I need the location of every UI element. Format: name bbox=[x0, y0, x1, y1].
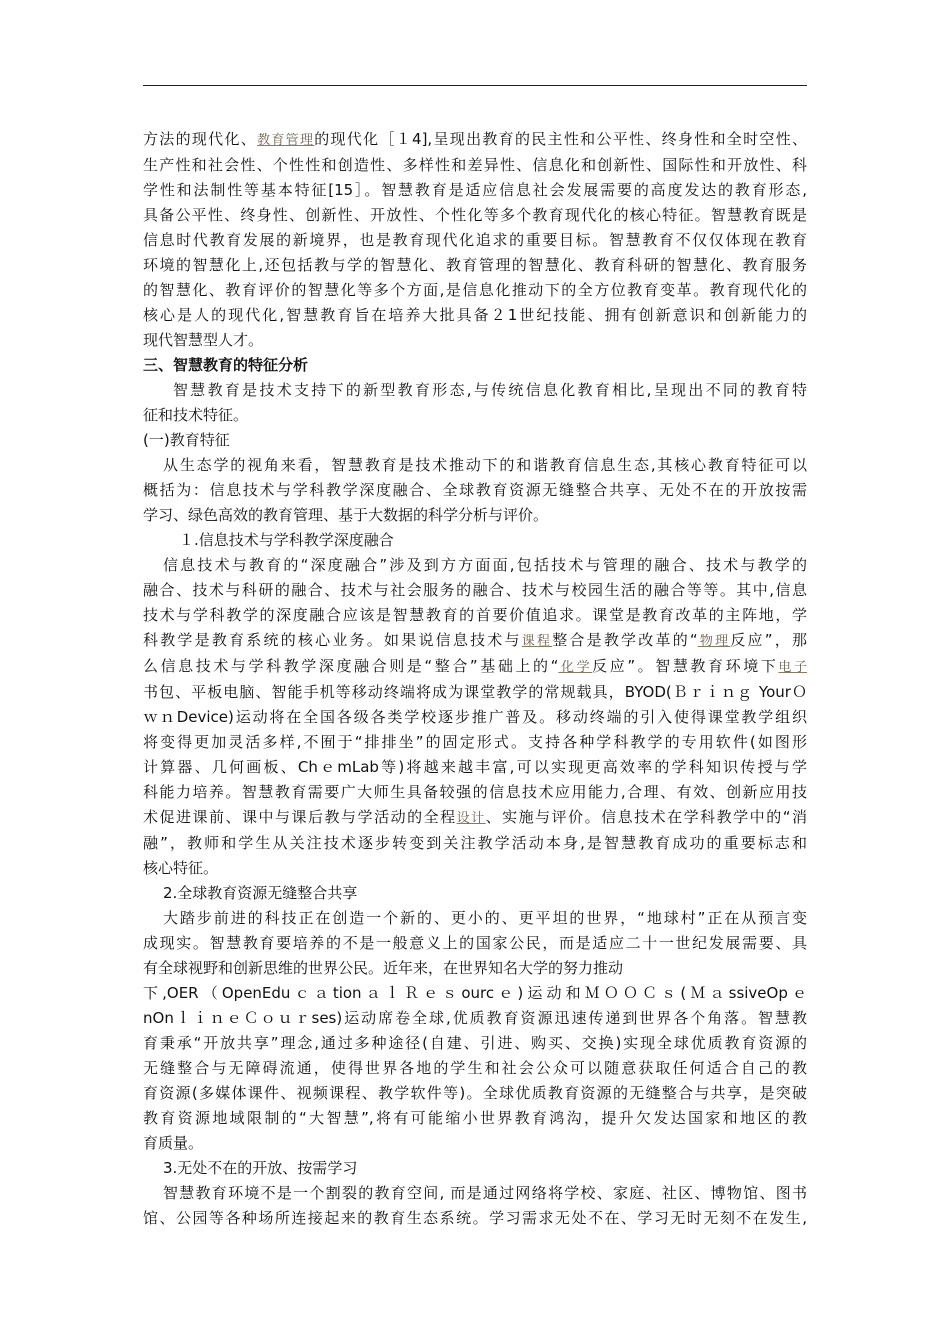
link-curriculum[interactable]: 课程 bbox=[521, 634, 553, 649]
document-body bbox=[143, 127, 807, 1231]
item-heading: 2.全球教育资源无缝整合共享 bbox=[163, 884, 358, 902]
text-line: 具备公平性、终身性、创新性、开放性、个性化等多个教育现代化的核心特征。智慧教育既是 bbox=[143, 206, 807, 224]
text-line: 智慧教育环境不是一个割裂的教育空间, 而是通过网络将学校、家庭、社区、博物馆、图书 bbox=[163, 1184, 807, 1202]
text-line: 科能力培养。智慧教育需要广大师生具备较强的信息技术应用能力,合理、有效、创新应用技 bbox=[143, 783, 807, 801]
section-heading: 三、智慧教育的特征分析 bbox=[143, 356, 309, 374]
text-line: 核心是人的现代化,智慧教育旨在培养大批具备２1世纪技能、拥有创新意识和创新能力的 bbox=[143, 306, 807, 324]
paragraph-section-intro bbox=[143, 378, 807, 428]
paragraph-item3 bbox=[143, 1181, 807, 1231]
item-heading: １.信息技术与学科教学深度融合 bbox=[179, 531, 394, 549]
text-line: 学性和法制性等基本特征[15］。智慧教育是适应信息社会发展需要的高度发达的教育形态, bbox=[143, 181, 807, 199]
text-line: 概括为：信息技术与学科教学深度融合、全球教育资源无缝整合共享、无处不在的开放按需 bbox=[143, 481, 807, 499]
text-line: 教育资源地域限制的“大智慧”,将有可能缩小世界教育鸿沟，提升欠发达国家和地区的教 bbox=[143, 1109, 807, 1127]
link-physics[interactable]: 物理 bbox=[697, 634, 731, 649]
text-line: 无缝整合与无障碍流通，使得世界各地的学生和社会公众可以随意获取任何适合自己的教 bbox=[143, 1059, 807, 1077]
text-line: 生产性和社会性、个性性和创造性、多样性和差异性、信息化和创新性、国际性和开放性、科 bbox=[143, 156, 807, 174]
text-line: 智慧教育是技术支持下的新型教育形态,与传统信息化教育相比,呈现出不同的教育特 bbox=[173, 381, 807, 399]
link-chemistry[interactable]: 化学 bbox=[558, 660, 593, 675]
text-line: 现代智慧型人才。 bbox=[143, 331, 264, 349]
text-line: 环境的智慧化上,还包括教与学的智慧化、教育管理的智慧化、教育科研的智慧化、教育服务 bbox=[143, 256, 807, 274]
paragraph-item2 bbox=[143, 906, 807, 1156]
text-line: 术促进课前、课中与课后教与学活动的全程设计、实施与评价。信息技术在学科教学中的“消 bbox=[143, 808, 807, 826]
text-line: nOnｌｉｎｅＣｏｕｒses)运动席卷全球,优质教育资源迅速传递到世界各个角落。智慧教 bbox=[143, 1009, 807, 1027]
link-design[interactable]: 设计 bbox=[456, 811, 486, 826]
text-line: 的智慧化、教育评价的智慧化等多个方面,是信息化推动下的全方位教育变革。教育现代化的 bbox=[143, 281, 807, 299]
text-line: 下,OER（OpenEduｃａtionａｌＲｅｓourcｅ)运动和ＭＯＯＣｓ(ＭａssiveOpｅ bbox=[143, 984, 807, 1002]
text-line: 征和技术特征。 bbox=[143, 406, 249, 424]
text-line: 大踏步前进的科技正在创造一个新的、更小的、更平坦的世界，“地球村”正在从预言变 bbox=[163, 909, 807, 927]
link-education-management[interactable]: 教育管理 bbox=[257, 133, 315, 148]
item-heading: 3.无处不在的开放、按需学习 bbox=[163, 1159, 358, 1177]
text-line: 从生态学的视角来看，智慧教育是技术推动下的和谐教育信息生态,其核心教育特征可以 bbox=[163, 456, 807, 474]
text-line: 信息技术与教育的“深度融合”涉及到方方面面,包括技术与管理的融合、技术与教学的 bbox=[163, 556, 807, 574]
text-line: 将变得更加灵活多样,不囿于“排排坐”的固定形式。支持各种学科教学的专用软件(如图形 bbox=[143, 733, 807, 751]
text-line: 信息时代教育发展的新境界，也是教育现代化追求的重要目标。智慧教育不仅仅体现在教育 bbox=[143, 231, 807, 249]
paragraph-subsection-intro bbox=[143, 453, 807, 528]
text-line: 么信息技术与学科教学深度融合则是“整合”基础上的“化学反应”。智慧教育环境下电子 bbox=[143, 657, 807, 675]
text-line: 有全球视野和创新思维的世界公民。近年来，在世界知名大学的努力推动 bbox=[143, 959, 624, 977]
text-line: 计算器、几何画板、ChｅmLab等)将越来越丰富,可以实现更高效率的学科知识传授与学 bbox=[143, 758, 807, 776]
paragraph-item1 bbox=[143, 553, 807, 881]
text-line: ｗｎDevice)运动将在全国各级各类学校逐步推广普及。移动终端的引入使得课堂教学组织 bbox=[143, 708, 807, 726]
text-line: 核心特征。 bbox=[143, 859, 219, 877]
text-line: 育资源(多媒体课件、视频课程、教学软件等)。全球优质教育资源的无缝整合与共享，是突破 bbox=[143, 1084, 807, 1102]
text-line: 馆、公园等各种场所连接起来的教育生态系统。学习需求无处不在、学习无时无刻不在发生, bbox=[143, 1209, 807, 1227]
text-line: 育秉承“开放共享”理念,通过多种途径(自建、引进、购买、交换)实现全球优质教育资源的 bbox=[143, 1034, 807, 1052]
text-line: 融”，教师和学生从关注技术逐步转变到关注教学活动本身,是智慧教育成功的重要标志和 bbox=[143, 834, 807, 852]
text-line: 方法的现代化、教育管理的现代化［１4],呈现出教育的民主性和公平性、终身性和全时空性、 bbox=[143, 130, 807, 148]
subsection-heading: (一)教育特征 bbox=[143, 431, 230, 449]
text-line: 育质量。 bbox=[143, 1134, 204, 1152]
text-line: 科教学是教育系统的核心业务。如果说信息技术与课程整合是教学改革的“物理反应”，那 bbox=[143, 631, 807, 649]
header-rule bbox=[143, 85, 807, 86]
text-line: 融合、技术与科研的融合、技术与社会服务的融合、技术与校园生活的融合等等。其中,信息 bbox=[143, 581, 807, 599]
text-line: 学习、绿色高效的教育管理、基于大数据的科学分析与评价。 bbox=[143, 506, 549, 524]
link-electronic[interactable]: 电子 bbox=[778, 660, 807, 675]
text-line: 技术与学科教学的深度融合应该是智慧教育的首要价值追求。课堂是教育改革的主阵地，学 bbox=[143, 606, 807, 624]
paragraph-intro bbox=[143, 127, 807, 353]
text-line: 书包、平板电脑、智能手机等移动终端将成为课堂教学的常规载具，BYOD(Ｂｒｉｎｇ YourＯ bbox=[143, 683, 807, 701]
text-line: 成现实。智慧教育要培养的不是一般意义上的国家公民，而是适应二十一世纪发展需要、具 bbox=[143, 934, 807, 952]
